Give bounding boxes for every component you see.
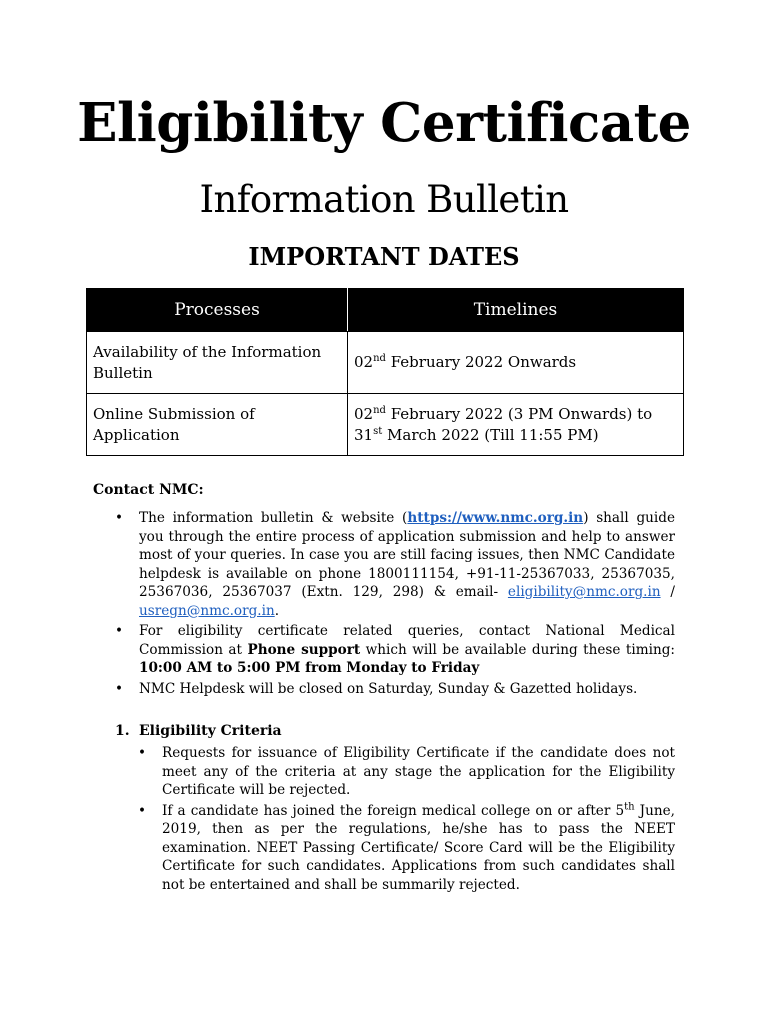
timeline-day: 02 <box>354 404 374 423</box>
separator: / <box>660 584 676 600</box>
timeline-cell <box>348 394 684 456</box>
period: . <box>274 602 280 619</box>
criteria-text: June, 2019, then as per the regulations, he/she has to pass the NEET examination. NEET Passing Certificate/ Score Card will be the Eligibility Certificate for such candidates. Applications from such candidates shall not be entertained and shall be summarily rejected. <box>162 802 675 893</box>
bullet-icon: • <box>138 802 147 819</box>
table-row <box>87 394 684 456</box>
timeline-cell <box>348 332 684 394</box>
timeline-day: 02 <box>354 353 374 371</box>
contact-text: NMC Helpdesk will be closed on Saturday, Sunday & Gazetted holidays. <box>139 680 638 697</box>
section-title: Eligibility Criteria <box>139 723 282 739</box>
important-dates-heading: IMPORTANT DATES <box>248 242 520 271</box>
timeline-text: February 2022 (3 PM Onwards) to <box>385 404 653 423</box>
criteria-text: If a candidate has joined the foreign medical college on or after 5 <box>162 802 625 819</box>
email-link-eligibility[interactable]: eligibility@nmc.org.in <box>507 584 661 600</box>
contact-text: which will be available during these timing: <box>360 641 675 658</box>
contact-list <box>115 509 675 700</box>
header-processes: Processes <box>87 289 348 332</box>
list-item <box>138 744 675 800</box>
section-heading-eligibility-criteria <box>115 723 282 739</box>
process-cell: Availability of the Information Bulletin <box>87 332 348 394</box>
document-title: Eligibility Certificate <box>77 92 691 154</box>
important-dates-table <box>86 288 684 456</box>
timeline-suffix: st <box>373 425 383 437</box>
bullet-icon: • <box>138 745 147 761</box>
list-item <box>115 680 675 699</box>
process-cell: Online Submission of Application <box>87 394 348 456</box>
list-item <box>138 802 675 895</box>
contact-text: The information bulletin & website ( <box>139 510 408 526</box>
timeline-text: February 2022 Onwards <box>385 353 577 371</box>
eligibility-criteria-list <box>138 744 675 896</box>
timeline-suffix: nd <box>373 404 386 416</box>
list-item <box>115 622 675 678</box>
timeline-day: 31 <box>354 425 374 444</box>
header-timelines: Timelines <box>348 289 684 332</box>
criteria-text: Requests for issuance of Eligibility Certificate if the candidate does not meet any of the criteria at any stage the application for the Eligibility Certificate will be rejected. <box>162 745 675 798</box>
phone-support-text: Phone support <box>247 641 361 658</box>
timeline-suffix: nd <box>373 353 386 364</box>
contact-label: Contact NMC: <box>93 482 204 498</box>
contact-text: For eligibility certificate related queries, contact National Medical Commission at <box>139 623 675 658</box>
support-timing-text: 10:00 AM to 5:00 PM from Monday to Friday <box>139 660 480 676</box>
section-number: 1. <box>115 723 130 739</box>
website-link[interactable]: https://www.nmc.org.in <box>407 510 584 526</box>
bullet-icon: • <box>115 510 124 526</box>
date-suffix: th <box>624 800 635 812</box>
table-row <box>87 332 684 394</box>
bullet-icon: • <box>115 623 124 639</box>
table-header-row <box>87 289 684 332</box>
timeline-text: March 2022 (Till 11:55 PM) <box>382 425 599 444</box>
list-item <box>115 509 675 620</box>
contact-text: ) shall guide you through the entire process of application submission and help to answer most of your queries. In case you are still facing issues, then NMC Candidate helpdesk is available on phone 1800111154, +91-11-25367033, 25367035, 25367036, 25367037 (Extn. 129, 298) & email- <box>139 510 675 600</box>
document-subtitle: Information Bulletin <box>199 178 569 221</box>
bullet-icon: • <box>115 680 124 697</box>
email-link-usregn[interactable]: usregn@nmc.org.in <box>139 602 275 619</box>
